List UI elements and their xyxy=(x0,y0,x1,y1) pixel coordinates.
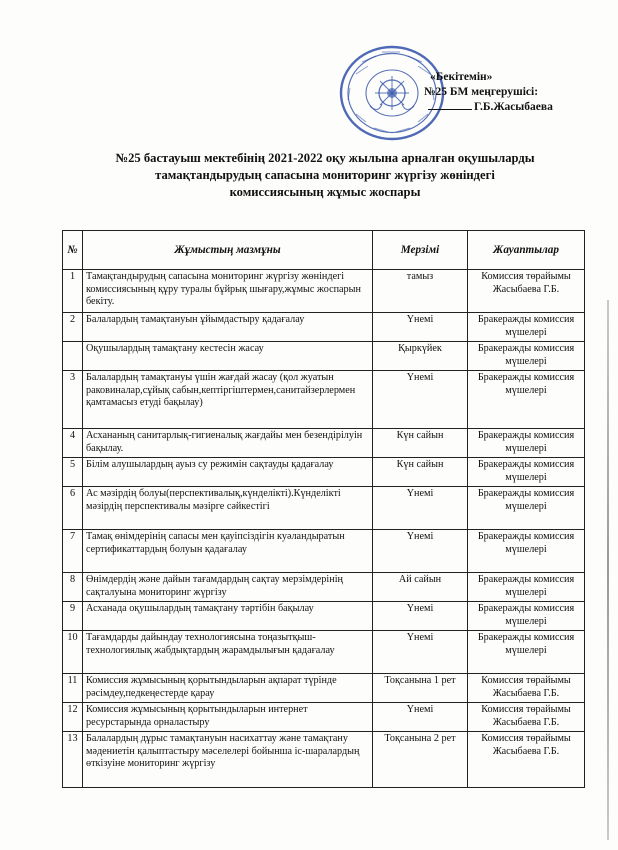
row-number: 1 xyxy=(63,270,83,313)
row-number xyxy=(63,342,83,371)
row-content: Оқушылардың тамақтану кестесін жасау xyxy=(83,342,373,371)
table-row xyxy=(63,703,585,732)
row-number: 4 xyxy=(63,429,83,458)
approval-position: №25 БМ меңгерушісі: xyxy=(424,86,539,98)
row-term: Үнемі xyxy=(373,487,468,530)
row-term: Күн сайын xyxy=(373,429,468,458)
row-responsible: Комиссия төрайымы Жасыбаева Г.Б. xyxy=(468,732,585,788)
row-term: Үнемі xyxy=(373,530,468,573)
row-term: Қыркүйек xyxy=(373,342,468,371)
row-responsible: Комиссия төрайымы Жасыбаева Г.Б. xyxy=(468,674,585,703)
header-responsible: Жауаптылар xyxy=(468,231,585,270)
row-number: 5 xyxy=(63,458,83,487)
row-responsible: Бракеражды комиссия мүшелері xyxy=(468,313,585,342)
row-responsible: Бракеражды комиссия мүшелері xyxy=(468,371,585,429)
row-number: 7 xyxy=(63,530,83,573)
row-term: Тоқсанына 2 рет xyxy=(373,732,468,788)
row-term: Үнемі xyxy=(373,313,468,342)
row-number: 6 xyxy=(63,487,83,530)
table-row xyxy=(63,371,585,429)
approval-heading: «Бекітемін» xyxy=(430,71,493,83)
table-row xyxy=(63,732,585,788)
row-term: Үнемі xyxy=(373,703,468,732)
document-title xyxy=(60,150,590,201)
row-term: Үнемі xyxy=(373,631,468,674)
table-row xyxy=(63,674,585,703)
row-content: Комиссия жұмысының қорытындыларын интернет ресурстарында орналастыру xyxy=(83,703,373,732)
title-line-3: комиссиясының жұмыс жоспары xyxy=(229,185,421,199)
row-number: 13 xyxy=(63,732,83,788)
header-term: Мерзімі xyxy=(373,231,468,270)
row-responsible: Бракеражды комиссия мүшелері xyxy=(468,530,585,573)
row-responsible: Бракеражды комиссия мүшелері xyxy=(468,602,585,631)
row-responsible: Бракеражды комиссия мүшелері xyxy=(468,342,585,371)
title-line-2: тамақтандырудың сапасына мониторинг жүргізу жөніндегі xyxy=(155,168,495,182)
row-content: Комиссия жұмысының қорытындыларын ақпарат түрінде рәсімдеу,педкеңестерде қарау xyxy=(83,674,373,703)
row-number: 12 xyxy=(63,703,83,732)
row-content: Асханада оқушылардың тамақтану тәртібін бақылау xyxy=(83,602,373,631)
approval-block xyxy=(400,70,600,115)
row-term: Күн сайын xyxy=(373,458,468,487)
table-row xyxy=(63,631,585,674)
row-number: 9 xyxy=(63,602,83,631)
scan-page-edge xyxy=(607,300,609,840)
row-responsible: Бракеражды комиссия мүшелері xyxy=(468,429,585,458)
row-content: Балалардың тамақтануы үшін жағдай жасау (қол жуатын раковиналар,сұйық сабын,кептіргіштермен,санитайзерлермен қамтамасыз етуді бақылау) xyxy=(83,371,373,429)
row-content: Ас мәзірдің болуы(перспективалық,күнделікті).Күнделікті мәзірдің перспективалы мәзірге сәйкестігі xyxy=(83,487,373,530)
table-row xyxy=(63,270,585,313)
work-plan-table xyxy=(62,230,585,788)
row-number: 3 xyxy=(63,371,83,429)
row-term: Үнемі xyxy=(373,602,468,631)
row-responsible: Бракеражды комиссия мүшелері xyxy=(468,631,585,674)
row-content: Асхананың санитарлық-гигиеналық жағдайы мен безендірілуін бақылау. xyxy=(83,429,373,458)
table-header-row xyxy=(63,231,585,270)
table-row xyxy=(63,429,585,458)
header-number: № xyxy=(63,231,83,270)
table-row xyxy=(63,342,585,371)
row-term: Үнемі xyxy=(373,371,468,429)
row-responsible: Комиссия төрайымы Жасыбаева Г.Б. xyxy=(468,703,585,732)
row-term: Ай сайын xyxy=(373,573,468,602)
row-content: Балалардың дұрыс тамақтануын насихаттау және тамақтану мәдениетін қалыптастыру мәселелері бойынша іс-шаралардың өткізуіне мониторинг жүргізу xyxy=(83,732,373,788)
row-responsible: Бракеражды комиссия мүшелері xyxy=(468,458,585,487)
row-responsible: Бракеражды комиссия мүшелері xyxy=(468,487,585,530)
signature-underline xyxy=(428,109,472,110)
row-responsible: Комиссия төрайымы Жасыбаева Г.Б. xyxy=(468,270,585,313)
row-responsible: Бракеражды комиссия мүшелері xyxy=(468,573,585,602)
table-row xyxy=(63,458,585,487)
row-content: Білім алушылардың ауыз су режимін сақтауды қадағалау xyxy=(83,458,373,487)
title-line-1: №25 бастауыш мектебінің 2021-2022 оқу жылына арналған оқушыларды xyxy=(115,151,535,165)
row-content: Тамақ өнімдерінің сапасы мен қауіпсіздігін куәландыратын сертификаттардың болуын қадағалау xyxy=(83,530,373,573)
table-row xyxy=(63,487,585,530)
approval-signature-line xyxy=(400,100,600,115)
table-row xyxy=(63,573,585,602)
table-row xyxy=(63,530,585,573)
row-content: Тамақтандырудың сапасына мониторинг жүргізу жөніндегі комиссиясының құру туралы бұйрық шығару,жұмыс жоспарын бекіту. xyxy=(83,270,373,313)
row-number: 2 xyxy=(63,313,83,342)
row-number: 8 xyxy=(63,573,83,602)
row-content: Тағамдарды дайындау технологиясына тоңазытқыш-технологиялық жабдықтардың жарамдылығын қадағалау xyxy=(83,631,373,674)
row-content: Балалардың тамақтануын ұйымдастыру қадағалау xyxy=(83,313,373,342)
row-number: 10 xyxy=(63,631,83,674)
row-content: Өнімдердің және дайын тағамдардың сақтау мерзімдерінің сақталуына мониторинг жүргізу xyxy=(83,573,373,602)
table-row xyxy=(63,313,585,342)
row-term: Тоқсанына 1 рет xyxy=(373,674,468,703)
row-number: 11 xyxy=(63,674,83,703)
approval-signatory: Г.Б.Жасыбаева xyxy=(474,101,553,113)
header-content: Жұмыстың мазмұны xyxy=(83,231,373,270)
table-row xyxy=(63,602,585,631)
row-term: тамыз xyxy=(373,270,468,313)
